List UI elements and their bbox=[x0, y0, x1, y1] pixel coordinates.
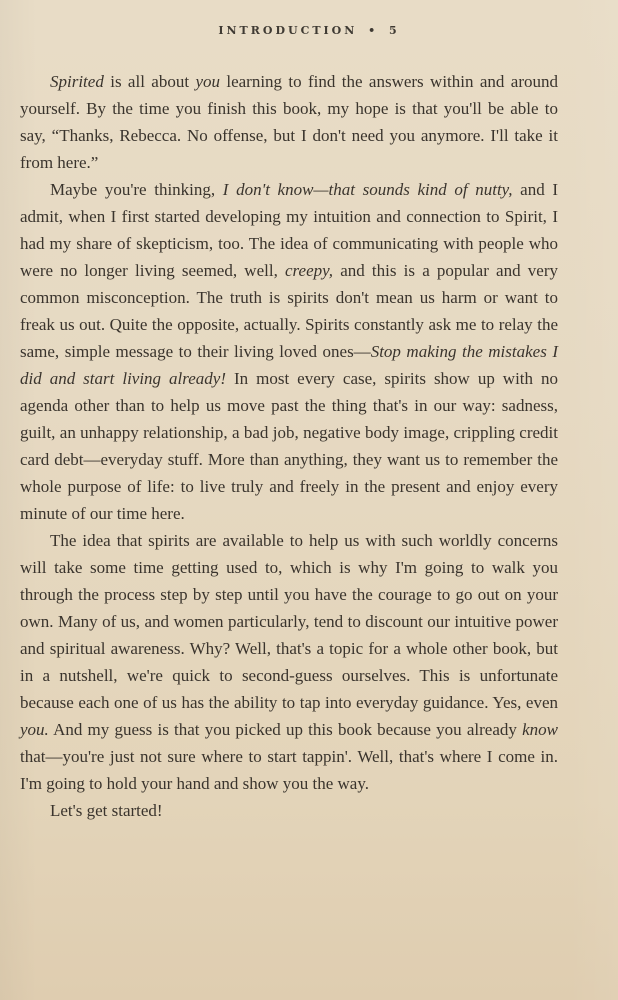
text-run: Maybe you're thinking, bbox=[50, 180, 223, 199]
italic-text-run: creepy, bbox=[285, 261, 333, 280]
paragraph bbox=[20, 527, 558, 797]
running-head bbox=[0, 24, 618, 37]
text-run: is all about bbox=[103, 72, 196, 91]
italic-text-run: Stop making the mistakes I did and start living already! bbox=[20, 342, 558, 388]
italic-text-run: you. bbox=[20, 720, 49, 739]
text-run: and this is a popular and very common misconception. The truth is spirits don't mean us harm or want to freak us out. Quite the opposite, actually. Spirits constantly ask me to relay the same, simple message to their living loved ones— bbox=[20, 261, 558, 361]
text-run: In most every case, spirits show up with no agenda other than to help us move past the thing that's in our way: sadness, guilt, an unhappy relationship, a bad job, negative body image, crippling credit card debt—everyday stuff. More than anything, they want us to remember the whole purpose of life: to live truly and freely in the present and enjoy every minute of our time here. bbox=[20, 369, 559, 523]
paragraph bbox=[20, 797, 558, 824]
italic-text-run: know bbox=[522, 720, 558, 739]
text-run: that—you're just not sure where to start tappin'. Well, that's where I come in. I'm going to hold your hand and show you the way. bbox=[20, 747, 558, 793]
italic-text-run: Spirited bbox=[50, 72, 104, 91]
paragraph bbox=[20, 68, 558, 176]
paragraph bbox=[20, 176, 558, 527]
text-run: And my guess is that you picked up this book because you already bbox=[48, 720, 523, 739]
section-title: INTRODUCTION bbox=[218, 24, 358, 37]
text-run: learning to find the answers within and around yourself. By the time you finish this book, my hope is that you'll be able to say, “Thanks, Rebecca. No offense, but I don't need you anymore. I'll take it from here.” bbox=[20, 72, 558, 172]
italic-text-run: I don't know—that sounds kind of nutty, bbox=[222, 180, 513, 199]
bullet-separator-icon: • bbox=[368, 24, 379, 37]
page-number: 5 bbox=[389, 24, 400, 37]
text-run: and I admit, when I first started developing my intuition and connection to Spirit, I had my share of skepticism, too. The idea of communicating with people who were no longer living seemed, well, bbox=[20, 180, 558, 280]
italic-text-run: you bbox=[195, 72, 220, 91]
text-run: The idea that spirits are available to help us with such worldly concerns will take some time getting used to, which is why I'm going to walk you through the process step by step until you have the courage to go out on your own. Many of us, and women particularly, tend to discount our intuitive power and spiritual awareness. Why? Well, that's a topic for a whole other book, but in a nutshell, we're quick to second-guess ourselves. This is unfortunate because each one of us has the ability to tap into everyday guidance. Yes, even bbox=[20, 531, 558, 712]
body-text bbox=[20, 68, 558, 824]
text-run: Let's get started! bbox=[50, 801, 163, 820]
